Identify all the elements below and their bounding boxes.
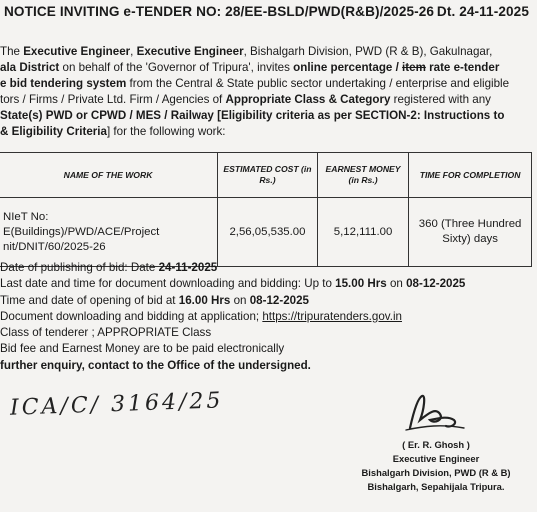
fee-line: Bid fee and Earnest Money are to be paid electronically (0, 342, 285, 356)
work-details-table (0, 152, 532, 267)
signature-mark (400, 390, 470, 436)
cell-name-of-work: NIeT No: E(Buildings)/PWD/ACE/Project nit/DNIT/60/2025-26 (0, 198, 218, 267)
intro-paragraph (0, 44, 535, 140)
opening-date-line: Time and date of opening of bid at 16.00 Hrs on 08-12-2025 (0, 293, 309, 307)
table-header-row (0, 153, 532, 198)
signatory-location: Bishalgarh, Sepahijala Tripura. (367, 481, 505, 492)
signatory-block (336, 438, 536, 494)
signatory-division: Bishalgarh Division, PWD (R & B) (361, 467, 511, 478)
notice-heading (4, 4, 535, 26)
intro-line: tors / Firms / Private Ltd. Firm / Agencies of Appropriate Class & Category registered with any (0, 93, 491, 106)
intro-line: ala District on behalf of the 'Governor of Tripura', invites online percentage / item rate e-tender (0, 61, 500, 74)
intro-line: e bid tendering system from the Central & State public sector undertaking / enterprise and eligible (0, 77, 510, 90)
table-row (0, 198, 532, 267)
signatory-name: ( Er. R. Ghosh ) (402, 439, 470, 450)
header-time-for-completion: TIME FOR COMPLETION (409, 153, 532, 198)
intro-line: The Executive Engineer, Executive Engineer, Bishalgarh Division, PWD (R & B), Gakulnagar, (0, 45, 493, 58)
tender-details (0, 260, 535, 374)
header-estimated-cost: ESTIMATED COST (in Rs.) (218, 153, 318, 198)
tender-portal-link[interactable]: https://tripuratenders.gov.in (262, 309, 402, 323)
publish-date-line: Date of publishing of bid: Date 24-11-2025 (0, 261, 218, 274)
notice-date: Dt. 24-11-2025 (436, 4, 529, 19)
handwritten-reference: ICA/C/ 3164/25 (9, 388, 224, 421)
enquiry-line: further enquiry, contact to the Office of the undersigned. (0, 358, 311, 372)
intro-line: State(s) PWD or CPWD / MES / Railway [Eligibility criteria as per SECTION-2: Instructions to (0, 109, 505, 122)
intro-line: & Eligibility Criteria] for the following work: (0, 125, 226, 138)
download-line: Document downloading and bidding at application; https://tripuratenders.gov.in (0, 309, 402, 323)
cell-earnest-money: 5,12,111.00 (317, 198, 408, 267)
header-name-of-work: NAME OF THE WORK (0, 153, 218, 198)
cell-estimated-cost: 2,56,05,535.00 (218, 198, 318, 267)
cell-time-for-completion: 360 (Three Hundred Sixty) days (409, 198, 532, 267)
last-date-line: Last date and time for document downloading and bidding: Up to 15.00 Hrs on 08-12-2025 (0, 277, 466, 291)
signatory-designation: Executive Engineer (392, 453, 480, 464)
class-line: Class of tenderer ; APPROPRIATE Class (0, 326, 212, 340)
header-earnest-money: EARNEST MONEY (in Rs.) (317, 153, 408, 198)
notice-title: NOTICE INVITING e-TENDER NO: 28/EE-BSLD/PWD(R&B)/2025-26 (4, 4, 435, 19)
